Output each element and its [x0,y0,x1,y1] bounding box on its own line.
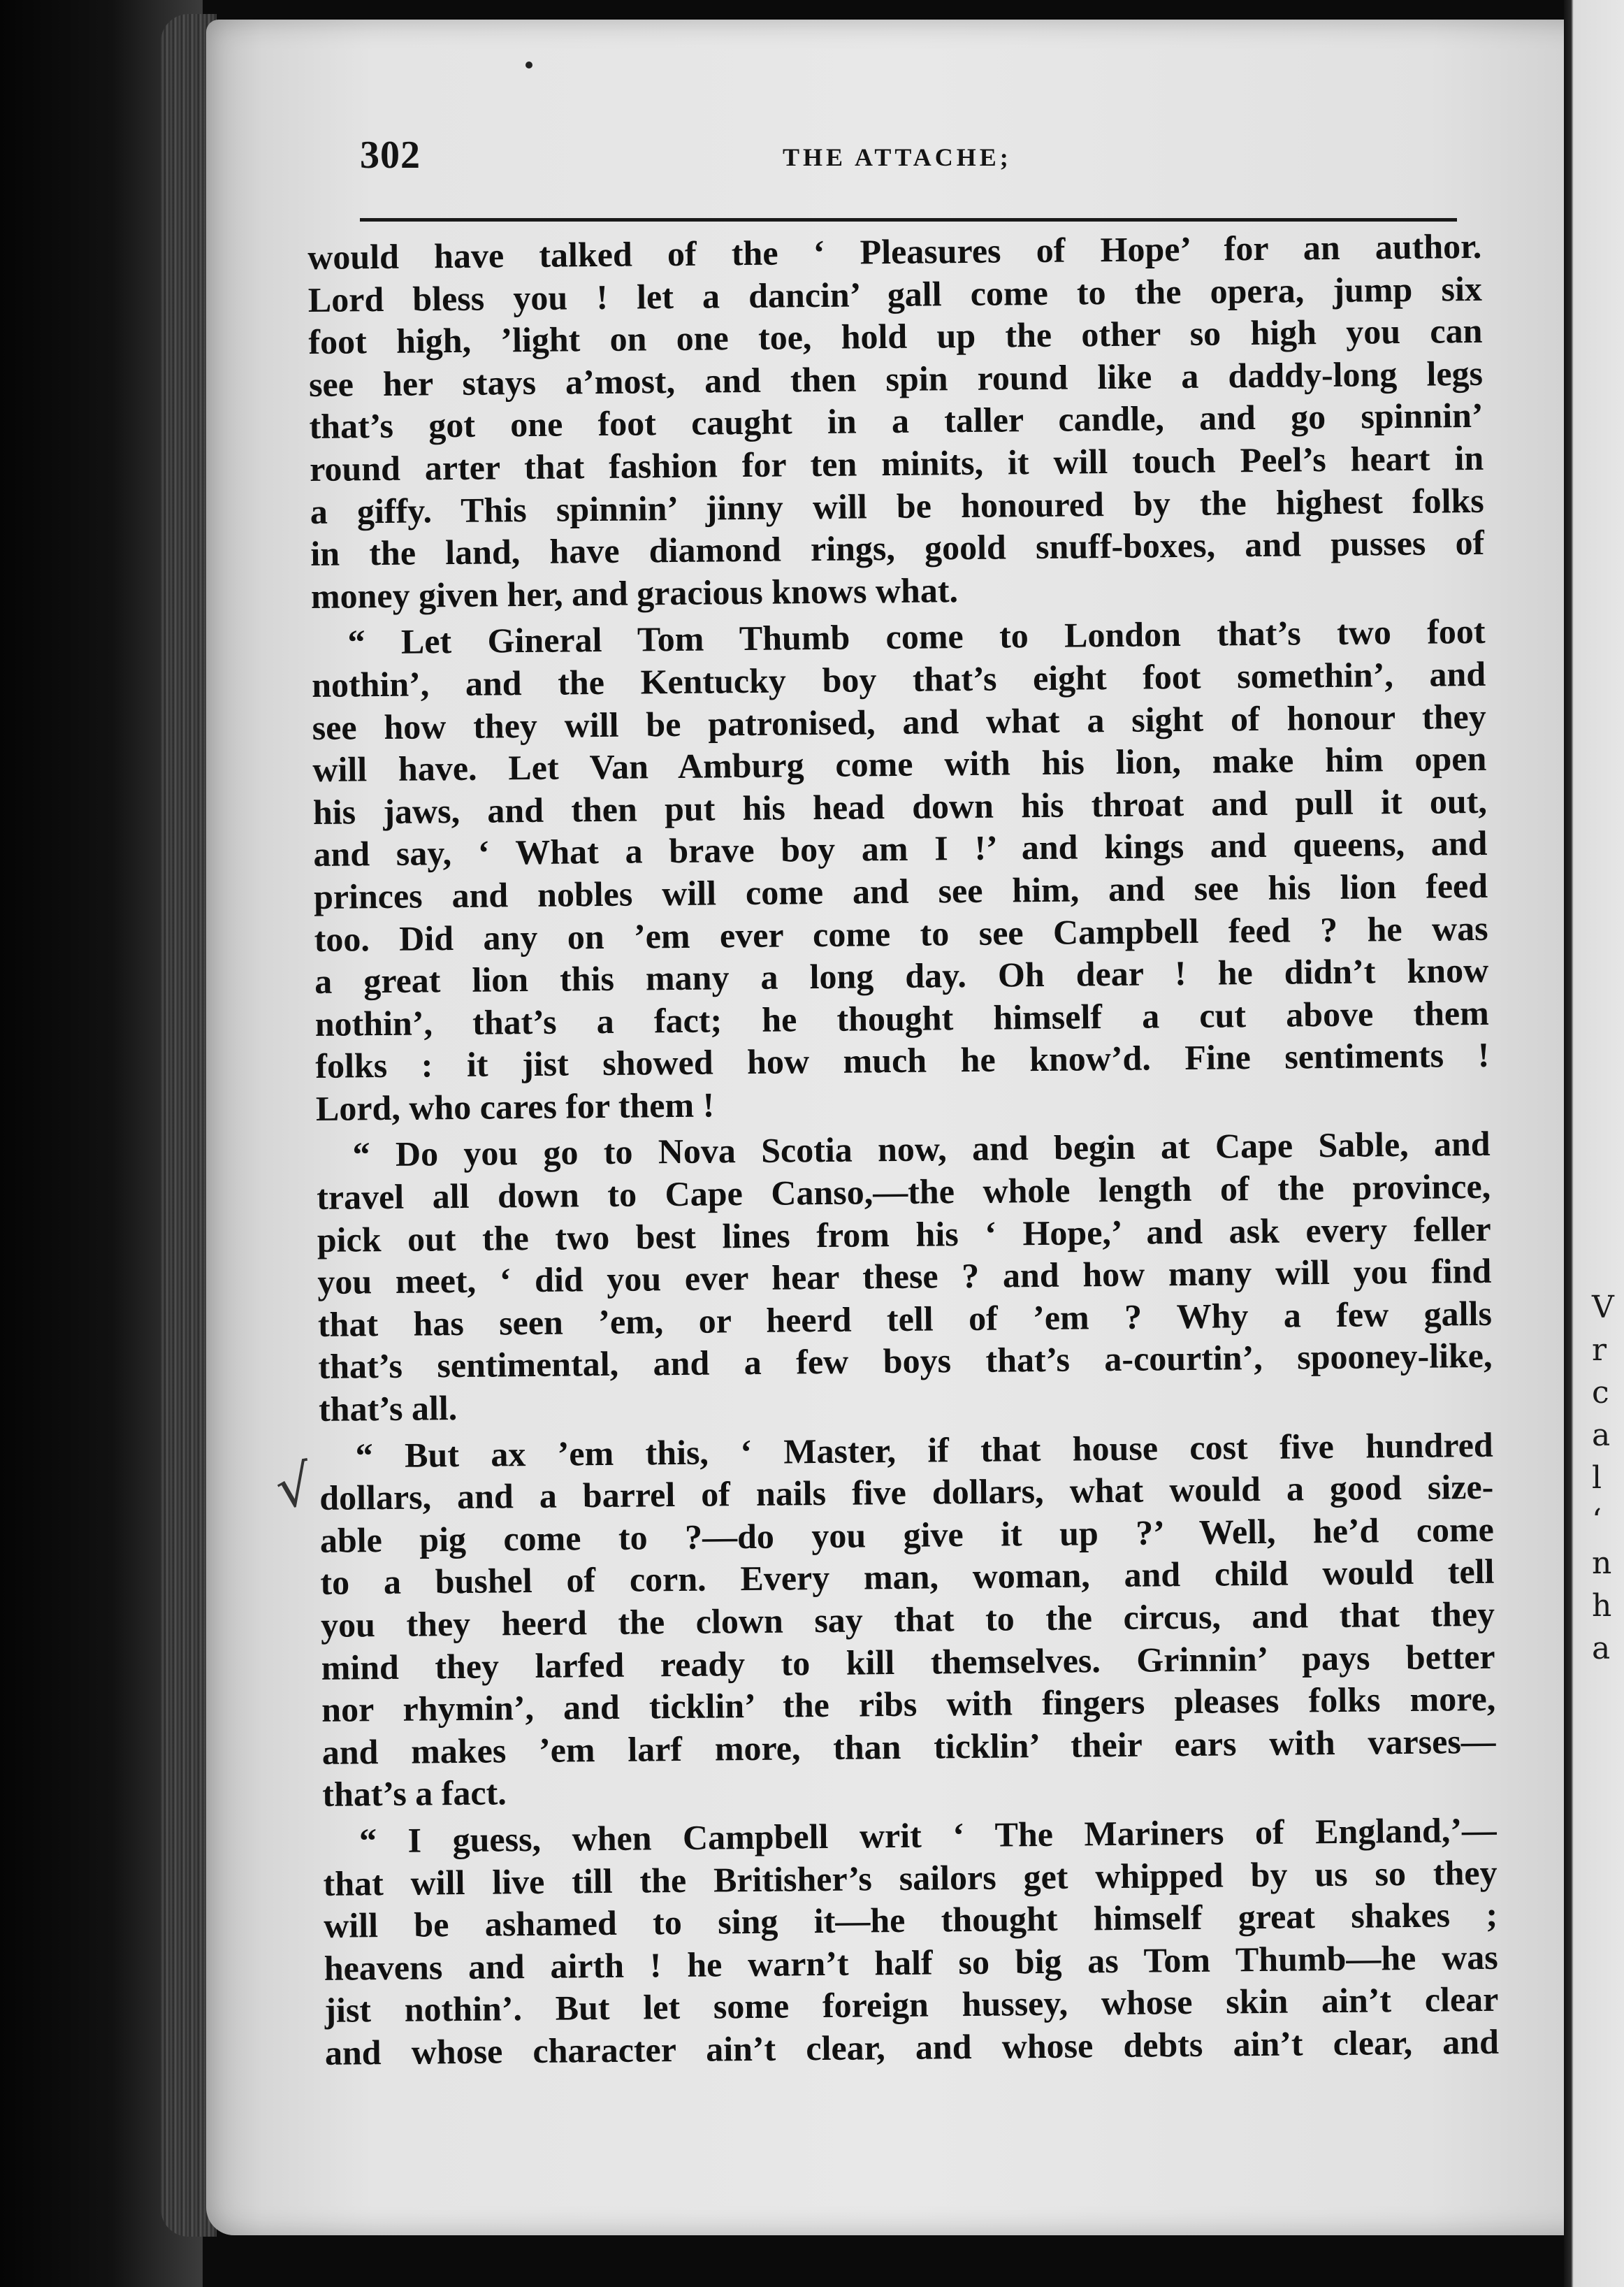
text-line: you they heerd the clown say that to the circus, and that they [320,1594,1495,1645]
text-line: “ Do you go to Nova Scotia now, and begin at Cape Sable, and [352,1124,1491,1174]
next-page-letters [1592,1286,1624,1670]
text-line: in the land, have diamond rings, goold snuff-boxes, and pusses of [310,523,1485,574]
text-line: pick out the two best lines from his ‘ Hope,’ and ask every feller [317,1209,1491,1260]
text-line: able pig come to ?—do you give it up ?’ Well, he’d come [319,1509,1495,1560]
header-rule [360,218,1457,222]
page-number: 302 [360,134,421,177]
text-line: that will live till the Britisher’s sailors get whipped by us so they [323,1852,1498,1903]
next-page-edge [1564,0,1624,2287]
pencil-tick-mark: √ [270,1452,318,1522]
text-line: you meet, ‘ did you ever hear these ? and how many will you find [317,1251,1492,1302]
text-line: money given her, and gracious knows what. [310,570,959,616]
text-line: mind they larfed ready to kill themselves. Grinnin’ pays better [321,1636,1495,1687]
text-line: and whose character ain’t clear, and whose debts ain’t clear, and [324,2021,1500,2072]
next-page-letter: c [1592,1375,1609,1411]
next-page-letter: r [1592,1332,1607,1368]
text-line: folks : it jist showed how much he know’d. Fine sentiments ! [315,1035,1490,1086]
text-line: will have. Let Van Amburg come with his lion, make him open [312,738,1487,790]
text-line: nor rhymin’, and ticklin’ the ribs with fingers pleases folks more, [321,1678,1496,1730]
text-line: nothin’, and the Kentucky boy that’s eight foot somethin’, and [311,654,1486,705]
next-page-letter: a [1592,1417,1611,1453]
text-line: that’s got one foot caught in a taller candle, and go spinnin’ [309,396,1484,447]
text-line: too. Did any on ’em ever come to see Campbell feed ? he was [314,908,1488,959]
text-line: and say, ‘ What a brave boy am I !’ and kings and queens, and [313,823,1488,874]
text-line: foot high, ’light on one toe, hold up the other so high you can [308,311,1483,362]
next-page-letter: l [1592,1460,1602,1496]
text-line: to a bushel of corn. Every man, woman, and child would tell [320,1552,1495,1603]
text-line: Lord bless you ! let a dancin’ gall come to the opera, jump six [307,268,1483,319]
text-line: travel all down to Cape Canso,—the whole length of the province, [316,1166,1491,1217]
text-line: round arter that fashion for ten minits, it will touch Peel’s heart in [309,438,1484,489]
text-line: jist nothin’. But let some foreign hussey, whose skin ain’t clear [324,1979,1499,2030]
next-page-letter: ‘ [1592,1503,1602,1538]
text-line: heavens and airth ! he warn’t half so big as Tom Thumb—he was [324,1937,1498,1988]
body-text [307,225,1499,2075]
text-line: that’s sentimental, and a few boys that’s a-courtin’, spooney-like, [318,1336,1493,1387]
text-line: a great lion this many a long day. Oh dear ! he didn’t know [314,950,1489,1002]
text-line: would have talked of the ‘ Pleasures of Hope’ for an author. [307,226,1482,277]
text-line: that’s all. [318,1388,458,1429]
text-line: see how they will be patronised, and what a sight of honour they [312,696,1486,747]
text-line: that’s a fact. [322,1773,507,1815]
text-line: “ I guess, when Campbell writ ‘ The Mariners of England,’— [358,1810,1498,1861]
running-head: THE ATTACHE; [783,143,1012,171]
text-line: will be ashamed to sing it—he thought himself great shakes ; [323,1894,1498,1946]
text-line: that has seen ’em, or heerd tell of ’em ? Why a few galls [317,1293,1493,1344]
text-line: “ Let Gineral Tom Thumb come to London that’s two foot [347,612,1486,662]
next-page-letter: V [1592,1290,1614,1325]
text-line: see her stays a’most, and then spin round like a daddy-long legs [308,353,1484,404]
text-line: a giffy. This spinnin’ jinny will be honoured by the highest folks [310,480,1484,531]
text-line: and makes ’em larf more, than ticklin’ their ears with varses— [321,1721,1497,1772]
text-line: princes and nobles will come and see him, and see his lion feed [313,865,1488,916]
page-header [360,133,1457,182]
text-line: “ But ax ’em this, ‘ Master, if that house cost five hundred [355,1424,1493,1476]
text-line: his jaws, and then put his head down his throat and pull it out, [312,781,1488,832]
text-line: nothin’, that’s a fact; he thought himself a cut above them [314,993,1490,1044]
next-page-letter: h [1592,1588,1612,1624]
text-line: dollars, and a barrel of nails five dollars, what would a good size- [319,1467,1494,1518]
text-line: Lord, who cares for them ! [315,1085,715,1128]
ink-speck [525,62,532,68]
next-page-letter: n [1592,1545,1612,1581]
next-page-letter: a [1592,1631,1611,1666]
